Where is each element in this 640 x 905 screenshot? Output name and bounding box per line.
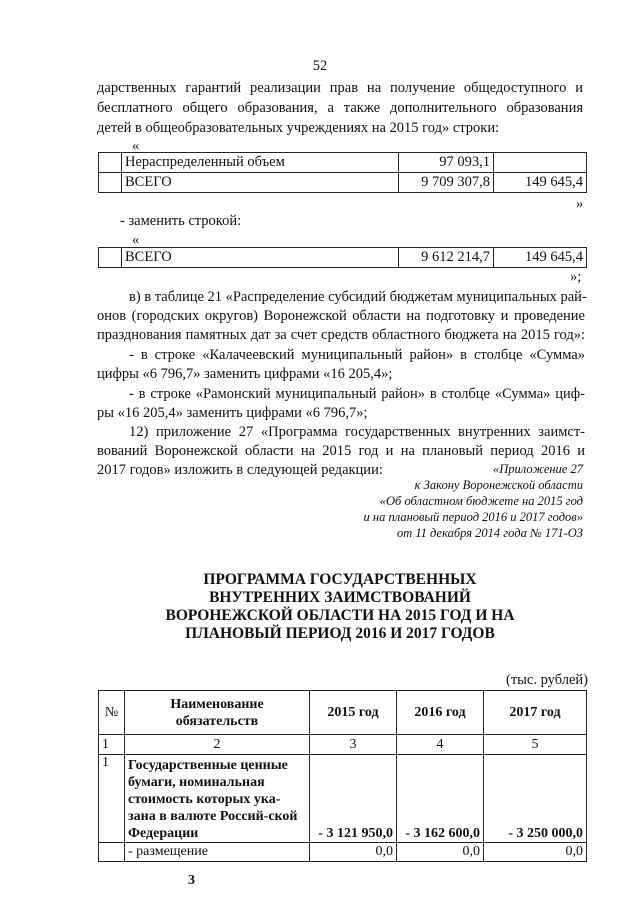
amendment-table-old <box>98 152 587 193</box>
table-cell <box>99 173 122 193</box>
body-line: - в строке «Рамонский муниципальный район» в столбце «Сумма» циф- <box>129 386 585 402</box>
appendix-ref-line: от 11 декабря 2014 года № 171-ОЗ <box>396 526 583 540</box>
program-title: ВНУТРЕННИХ ЗАИМСТВОВАНИЙ <box>209 589 471 606</box>
appendix-ref-line: «Приложение 27 <box>493 462 583 476</box>
quote-close: » <box>576 196 584 212</box>
body-line: онов (городских округов) Воронежской области на подготовку и проведение <box>97 308 585 324</box>
intro-line: бесплатного общего образования, а также дополнительного образования <box>97 100 583 116</box>
program-title: ПЛАНОВЫЙ ПЕРИОД 2016 И 2017 ГОДОВ <box>185 625 495 642</box>
table-cell: 97 093,1 <box>399 153 494 173</box>
table-cell: 9 612 214,7 <box>399 248 494 268</box>
table-cell: ВСЕГО <box>122 173 399 193</box>
body-line: - в строке «Калачеевский муниципальный район» в столбце «Сумма» <box>129 347 585 363</box>
table-cell: - 3 250 000,0 <box>484 755 587 843</box>
borrowing-program-table <box>98 690 587 862</box>
units-label: (тыс. рублей) <box>506 672 588 688</box>
table-header-row <box>99 691 587 735</box>
footer-mark: 3 <box>188 873 195 888</box>
header-2017: 2017 год <box>484 691 587 735</box>
body-line: ры «16 205,4» заменить цифрами «6 796,7»; <box>97 405 368 421</box>
header-2016: 2016 год <box>397 691 484 735</box>
quote-open: « <box>132 232 140 248</box>
header-2015: 2015 год <box>310 691 397 735</box>
quote-open: « <box>132 138 140 154</box>
table-cell: 9 709 307,8 <box>399 173 494 193</box>
table-row <box>99 173 587 193</box>
table-cell: ВСЕГО <box>122 248 399 268</box>
intro-line: детей в общеобразовательных учреждениях на 2015 год» строки: <box>97 120 500 136</box>
appendix-ref-line: и на плановый период 2016 и 2017 годов» <box>363 510 583 524</box>
table-cell: 4 <box>397 735 484 755</box>
table-cell <box>99 153 122 173</box>
body-line: 2017 годов» изложить в следующей редакции: <box>97 462 383 478</box>
program-title: ВОРОНЕЖСКОЙ ОБЛАСТИ НА 2015 ГОД И НА <box>165 607 515 624</box>
table-index-row <box>99 735 587 755</box>
body-line: празднования памятных дат за счет средств областного бюджета на 2015 год»: <box>97 327 585 343</box>
table-row <box>99 755 587 843</box>
header-name: Наименование обязательств <box>125 691 310 735</box>
body-line: в) в таблице 21 «Распределение субсидий бюджетам муниципальных рай- <box>129 289 587 305</box>
table-cell: 0,0 <box>397 843 484 862</box>
table-cell: 0,0 <box>310 843 397 862</box>
table-cell: Нераспределенный объем <box>122 153 399 173</box>
table-cell: - размещение <box>125 843 310 862</box>
header-no: № <box>99 691 125 735</box>
replace-text: - заменить строкой: <box>120 213 242 229</box>
appendix-ref-line: «Об областном бюджете на 2015 год <box>379 494 583 508</box>
table-cell: 0,0 <box>484 843 587 862</box>
body-line: 12) приложение 27 «Программа государственных внутренних заимст- <box>129 424 585 440</box>
table-cell: 3 <box>310 735 397 755</box>
program-title: ПРОГРАММА ГОСУДАРСТВЕННЫХ <box>203 571 477 588</box>
intro-line: дарственных гарантий реализации прав на получение общедоступного и <box>97 80 583 96</box>
table-cell <box>99 248 122 268</box>
table-cell: - 3 121 950,0 <box>310 755 397 843</box>
quote-close: »; <box>570 269 582 285</box>
amendment-table-new <box>98 247 587 268</box>
table-cell: 2 <box>125 735 310 755</box>
page-number: 52 <box>312 58 328 74</box>
table-cell <box>99 843 125 862</box>
table-cell: Государственные ценные бумаги, номинальная стоимость которых ука-зана в валюте Россий-ской Федерации <box>125 755 310 843</box>
table-cell: - 3 162 600,0 <box>397 755 484 843</box>
table-row <box>99 843 587 862</box>
table-cell: 149 645,4 <box>494 173 587 193</box>
table-cell: 5 <box>484 735 587 755</box>
table-cell: 149 645,4 <box>494 248 587 268</box>
body-line: цифры «6 796,7» заменить цифрами «16 205,4»; <box>97 366 393 382</box>
table-row <box>99 153 587 173</box>
body-line: вований Воронежской области на 2015 год и на плановый период 2016 и <box>97 443 585 459</box>
appendix-ref-line: к Закону Воронежской области <box>414 478 583 492</box>
table-cell: 1 <box>99 735 125 755</box>
table-row <box>99 248 587 268</box>
table-cell: 1 <box>99 755 125 843</box>
table-cell <box>494 153 587 173</box>
